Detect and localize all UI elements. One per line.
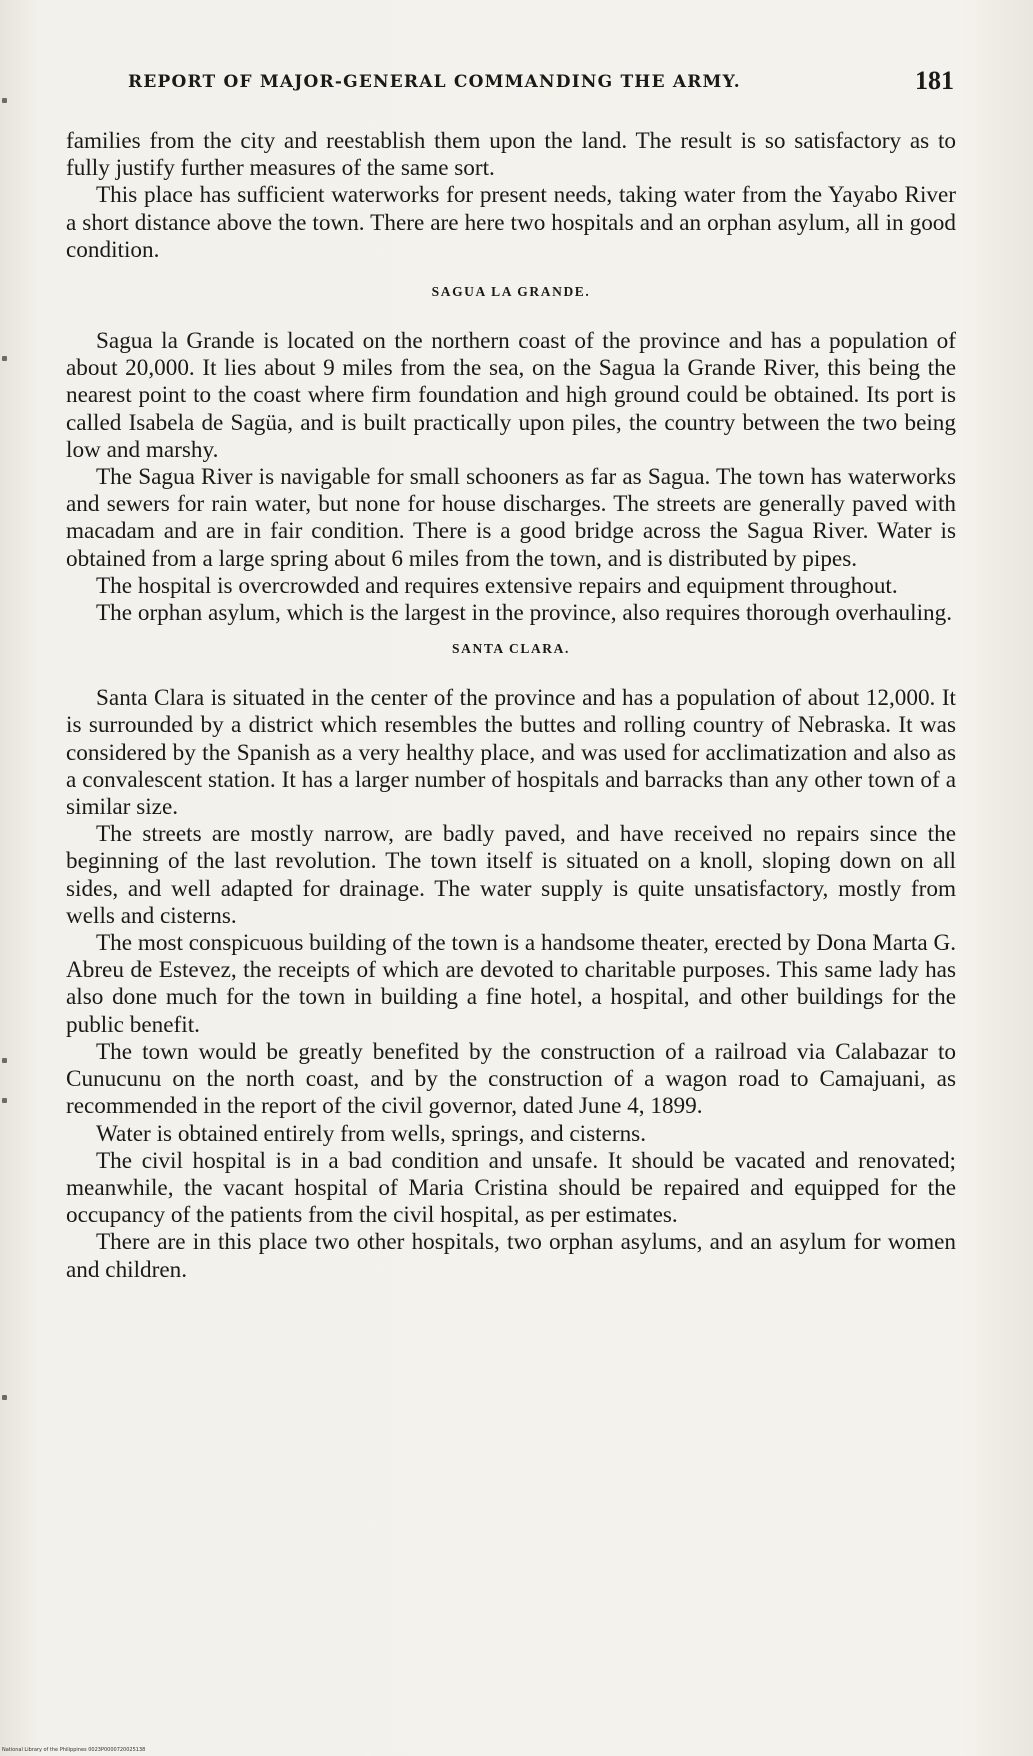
edge-mark — [2, 1098, 7, 1103]
paragraph: The hospital is overcrowded and requires extensive repairs and equipment throughout. — [96, 572, 898, 599]
scan-footer: National Library of the Philippines 0023P0000720025138 — [2, 1747, 146, 1753]
edge-mark — [2, 98, 7, 103]
paragraph: Santa Clara is situated in the center of the province and has a population of about 12,000. It is surrounded by a district which resembles the buttes and rolling country of Nebraska. It was considered by the Spanish as a very healthy place, and was used for acclimatization and also as a convalescent station. It has a larger number of hospitals and barracks than any other town of a similar size. — [66, 685, 956, 821]
binding-edge-marks — [2, 0, 12, 1756]
running-head: REPORT OF MAJOR-GENERAL COMMANDING THE ARMY. — [128, 72, 741, 92]
section-heading: SANTA CLARA. — [452, 641, 570, 657]
paragraph: Water is obtained entirely from wells, springs, and cisterns. — [96, 1120, 646, 1147]
page-header — [128, 66, 958, 106]
section-heading: SAGUA LA GRANDE. — [431, 284, 591, 300]
edge-mark — [2, 1058, 7, 1063]
paragraph: The orphan asylum, which is the largest in the province, also requires thorough overhauling. — [96, 600, 953, 627]
paragraph: This place has sufficient waterworks for present needs, taking water from the Yayabo River a short distance above the town. There are here two hospitals and an orphan asylum, all in good condition. — [66, 182, 956, 263]
paragraph: The civil hospital is in a bad condition and unsafe. It should be vacated and renovated; meanwhile, the vacant hospital of Maria Cristina should be repaired and equipped for the occupancy of the patients from the civil hospital, as per estimates. — [66, 1147, 956, 1229]
page-number: 181 — [915, 66, 954, 95]
edge-mark — [2, 1395, 7, 1400]
paragraph: There are in this place two other hospitals, two orphan asylums, and an asylum for women and children. — [66, 1229, 956, 1283]
paragraph: The streets are mostly narrow, are badly paved, and have received no repairs since the beginning of the last revolution. The town itself is situated on a knoll, sloping down on all sides, and well adapted for drainage. The water supply is quite unsatisfactory, mostly from wells and cisterns. — [66, 821, 956, 929]
paragraph: The town would be greatly benefited by the construction of a railroad via Calabazar to Cunucunu on the north coast, and by the construction of a wagon road to Camajuani, as recommended in the report of the civil governor, dated June 4, 1899. — [66, 1038, 956, 1120]
paragraph: families from the city and reestablish them upon the land. The result is so satisfactory as to fully justify further measures of the same sort. — [66, 128, 956, 182]
page-body — [66, 128, 956, 1284]
edge-mark — [2, 356, 7, 361]
paragraph: The most conspicuous building of the town is a handsome theater, erected by Dona Marta G. Abreu de Estevez, the receipts of which are devoted to charitable purposes. This same lady has also done much for the town in building a fine hotel, a hospital, and other buildings for the public benefit. — [66, 930, 957, 1038]
paragraph: The Sagua River is navigable for small schooners as far as Sagua. The town has waterworks and sewers for rain water, but none for house discharges. The streets are generally paved with macadam and are in fair condition. There is a good bridge across the Sagua River. Water is obtained from a large spring about 6 miles from the town, and is distributed by pipes. — [66, 464, 956, 572]
paragraph: Sagua la Grande is located on the northern coast of the province and has a population of about 20,000. It lies about 9 miles from the sea, on the Sagua la Grande River, this being the nearest point to the coast where firm foundation and high ground could be obtained. Its port is called Isabela de Sagüa, and is built practically upon piles, the country between the two being low and marshy. — [66, 328, 956, 463]
